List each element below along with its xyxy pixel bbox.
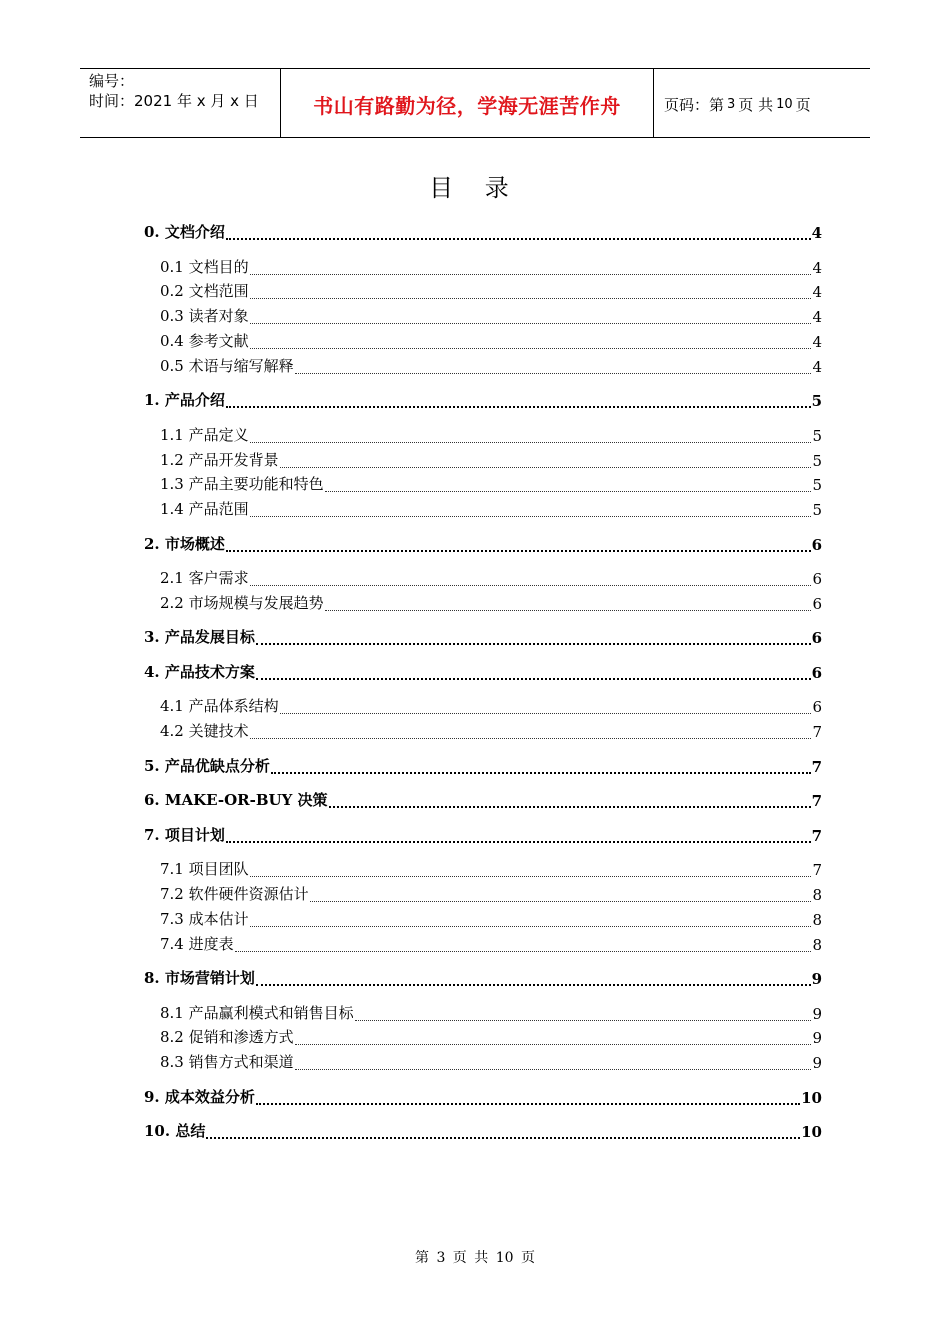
toc-entry-page: 5 bbox=[811, 392, 822, 411]
toc-entry-label: 1. 产品介绍 bbox=[144, 391, 225, 410]
toc-entry-label: 3. 产品发展目标 bbox=[144, 628, 255, 647]
toc-entry[interactable] bbox=[144, 857, 822, 879]
toc-entry-page: 6 bbox=[812, 698, 822, 717]
toc-dot-leader bbox=[250, 337, 812, 351]
toc-dot-leader bbox=[256, 668, 811, 682]
toc-entry-page: 4 bbox=[812, 308, 822, 327]
toc-dot-leader bbox=[256, 633, 811, 647]
toc-entry-page: 8 bbox=[812, 910, 822, 929]
toc-entry-label: 1.2 产品开发背景 bbox=[160, 450, 279, 469]
toc-entry[interactable] bbox=[144, 966, 822, 988]
toc-entry-label: 2. 市场概述 bbox=[144, 534, 225, 553]
toc-entry-label: 7.3 成本估计 bbox=[160, 909, 249, 928]
toc-entry[interactable] bbox=[144, 625, 822, 647]
toc-entry-page: 6 bbox=[812, 594, 822, 613]
toc-entry-page: 8 bbox=[812, 935, 822, 954]
toc-dot-leader bbox=[250, 865, 812, 879]
toc-entry-page: 7 bbox=[811, 792, 822, 811]
toc-entry[interactable] bbox=[144, 719, 822, 741]
toc-dot-leader bbox=[250, 727, 812, 741]
toc-dot-leader bbox=[256, 974, 811, 988]
toc-entry[interactable] bbox=[144, 532, 822, 554]
toc-dot-leader bbox=[250, 263, 812, 277]
toc-entry-page: 5 bbox=[812, 451, 822, 470]
toc-entry-label: 5. 产品优缺点分析 bbox=[144, 756, 270, 775]
toc-dot-leader bbox=[271, 762, 811, 776]
toc-dot-leader bbox=[226, 540, 811, 554]
toc-entry-page: 6 bbox=[812, 570, 822, 589]
toc-entry[interactable] bbox=[144, 882, 822, 904]
toc-dot-leader bbox=[226, 831, 811, 845]
toc-entry-label: 7.1 项目团队 bbox=[160, 860, 249, 879]
toc-entry-label: 2.1 客户需求 bbox=[160, 569, 249, 588]
toc-dot-leader bbox=[256, 1093, 800, 1107]
toc-entry-page: 10 bbox=[801, 1123, 822, 1142]
toc-entry[interactable] bbox=[144, 566, 822, 588]
toc-entry-page: 8 bbox=[812, 886, 822, 904]
toc-entry[interactable] bbox=[144, 1050, 822, 1072]
toc-dot-leader bbox=[355, 1009, 812, 1023]
toc-entry[interactable] bbox=[144, 448, 822, 470]
toc-entry[interactable] bbox=[144, 694, 822, 716]
toc-entry-label: 0.2 文档范围 bbox=[160, 282, 249, 301]
toc-entry-label: 7.2 软件硬件资源估计 bbox=[160, 885, 309, 903]
toc-entry-page: 5 bbox=[812, 476, 822, 495]
toc-entry-page: 9 bbox=[812, 1029, 822, 1048]
toc-entry-page: 6 bbox=[811, 629, 822, 648]
toc-entry-label: 4.1 产品体系结构 bbox=[160, 697, 279, 716]
toc-entry[interactable] bbox=[144, 932, 822, 954]
document-number-label: 编号： bbox=[89, 72, 135, 90]
toc-entry[interactable] bbox=[144, 754, 822, 776]
page-suffix: 页 bbox=[795, 96, 811, 114]
toc-dot-leader bbox=[250, 431, 812, 445]
toc-entry-page: 9 bbox=[812, 1054, 822, 1073]
toc-entry[interactable] bbox=[144, 823, 822, 845]
toc-dot-leader bbox=[226, 228, 811, 242]
header-meta-cell bbox=[80, 69, 281, 137]
toc-entry-label: 0.5 术语与缩写解释 bbox=[160, 356, 294, 375]
page-mid: 页 共 bbox=[738, 96, 774, 114]
toc-entry-page: 7 bbox=[811, 757, 822, 776]
toc-entry[interactable] bbox=[144, 907, 822, 929]
toc-entry[interactable] bbox=[144, 423, 822, 445]
toc-entry-page: 5 bbox=[812, 426, 822, 445]
toc-entry-page: 6 bbox=[811, 535, 822, 554]
toc-entry[interactable] bbox=[144, 497, 822, 519]
toc-entry[interactable] bbox=[144, 329, 822, 351]
toc-entry-label: 0.3 读者对象 bbox=[160, 307, 249, 326]
toc-entry[interactable] bbox=[144, 660, 822, 682]
toc-entry[interactable] bbox=[144, 472, 822, 494]
toc-dot-leader bbox=[250, 505, 812, 519]
toc-entry-page: 6 bbox=[811, 663, 822, 682]
toc-entry[interactable] bbox=[144, 1119, 822, 1141]
toc-entry-page: 7 bbox=[812, 723, 822, 742]
toc-entry[interactable] bbox=[144, 388, 822, 410]
toc-entry-label: 1.3 产品主要功能和特色 bbox=[160, 475, 324, 494]
toc-entry-page: 9 bbox=[812, 1004, 822, 1023]
toc-dot-leader bbox=[226, 396, 811, 410]
toc-dot-leader bbox=[295, 1058, 812, 1072]
toc-dot-leader bbox=[250, 312, 812, 326]
document-time-label: 时间：2021 年 x 月 x 日 bbox=[89, 92, 259, 110]
toc-dot-leader bbox=[235, 940, 812, 954]
toc-entry-label: 0.4 参考文献 bbox=[160, 331, 249, 350]
toc-title: 目 录 bbox=[429, 174, 521, 202]
toc-entry-page: 4 bbox=[812, 332, 822, 351]
toc-entry[interactable] bbox=[144, 1001, 822, 1023]
toc-entry-label: 8. 市场营销计划 bbox=[144, 969, 255, 988]
toc-dot-leader bbox=[250, 915, 812, 929]
toc-entry-label: 1.4 产品范围 bbox=[160, 500, 249, 519]
toc-entry-page: 4 bbox=[811, 224, 822, 242]
toc-entry-page: 7 bbox=[812, 861, 822, 880]
toc-entry-page: 5 bbox=[812, 501, 822, 520]
toc-entry-page: 9 bbox=[811, 970, 822, 989]
toc-dot-leader bbox=[325, 599, 812, 613]
toc-entry-page: 10 bbox=[801, 1088, 822, 1107]
current-page-number: 3 bbox=[727, 97, 736, 112]
toc-entry[interactable] bbox=[144, 354, 822, 376]
toc-entry[interactable] bbox=[144, 788, 822, 810]
toc-entry-label: 8.2 促销和渗透方式 bbox=[160, 1028, 294, 1047]
toc-entry-label: 2.2 市场规模与发展趋势 bbox=[160, 593, 324, 612]
toc-entry-label: 1.1 产品定义 bbox=[160, 425, 249, 444]
toc-entry-page: 4 bbox=[812, 283, 822, 302]
toc-entry-page: 7 bbox=[811, 826, 822, 845]
toc-entry[interactable] bbox=[144, 220, 822, 242]
toc-entry[interactable] bbox=[144, 304, 822, 326]
toc-entry-label: 9. 成本效益分析 bbox=[144, 1087, 255, 1106]
toc-entry[interactable] bbox=[144, 591, 822, 613]
toc-dot-leader bbox=[250, 287, 812, 301]
toc-entry-label: 0. 文档介绍 bbox=[144, 223, 225, 241]
toc-dot-leader bbox=[295, 1033, 812, 1047]
toc-entry[interactable] bbox=[144, 1085, 822, 1107]
page-footer: 第 3 页 共 10 页 bbox=[415, 1250, 535, 1266]
toc-entry-label: 4.2 关键技术 bbox=[160, 722, 249, 741]
toc-entry[interactable] bbox=[144, 1025, 822, 1047]
toc-entry-label: 6. MAKE-OR-BUY 决策 bbox=[144, 791, 328, 810]
toc-entry-page: 4 bbox=[812, 258, 822, 277]
header-motto: 书山有路勤为径，学海无涯苦作舟 bbox=[281, 69, 654, 137]
page-header bbox=[80, 68, 870, 138]
toc-dot-leader bbox=[329, 796, 811, 810]
toc-entry[interactable] bbox=[144, 279, 822, 301]
toc-entry-label: 8.1 产品赢利模式和销售目标 bbox=[160, 1003, 354, 1022]
toc-dot-leader bbox=[295, 362, 812, 376]
toc-entry[interactable] bbox=[144, 255, 822, 277]
toc-dot-leader bbox=[325, 480, 812, 494]
toc-dot-leader bbox=[280, 702, 812, 716]
toc-entry-label: 4. 产品技术方案 bbox=[144, 662, 255, 681]
toc-entry-label: 7. 项目计划 bbox=[144, 825, 225, 844]
toc-dot-leader bbox=[206, 1127, 800, 1141]
toc-entry-page: 4 bbox=[812, 357, 822, 376]
toc-entry-label: 0.1 文档目的 bbox=[160, 257, 249, 276]
toc-entry-label: 8.3 销售方式和渠道 bbox=[160, 1053, 294, 1072]
header-page-indicator bbox=[654, 69, 870, 137]
toc-dot-leader bbox=[310, 890, 812, 904]
page-prefix: 页码：第 bbox=[664, 96, 725, 114]
toc-dot-leader bbox=[250, 574, 812, 588]
total-page-number: 10 bbox=[776, 97, 793, 112]
toc-entry-label: 7.4 进度表 bbox=[160, 934, 234, 953]
toc-entry-label: 10. 总结 bbox=[144, 1122, 206, 1141]
toc-dot-leader bbox=[280, 456, 812, 470]
